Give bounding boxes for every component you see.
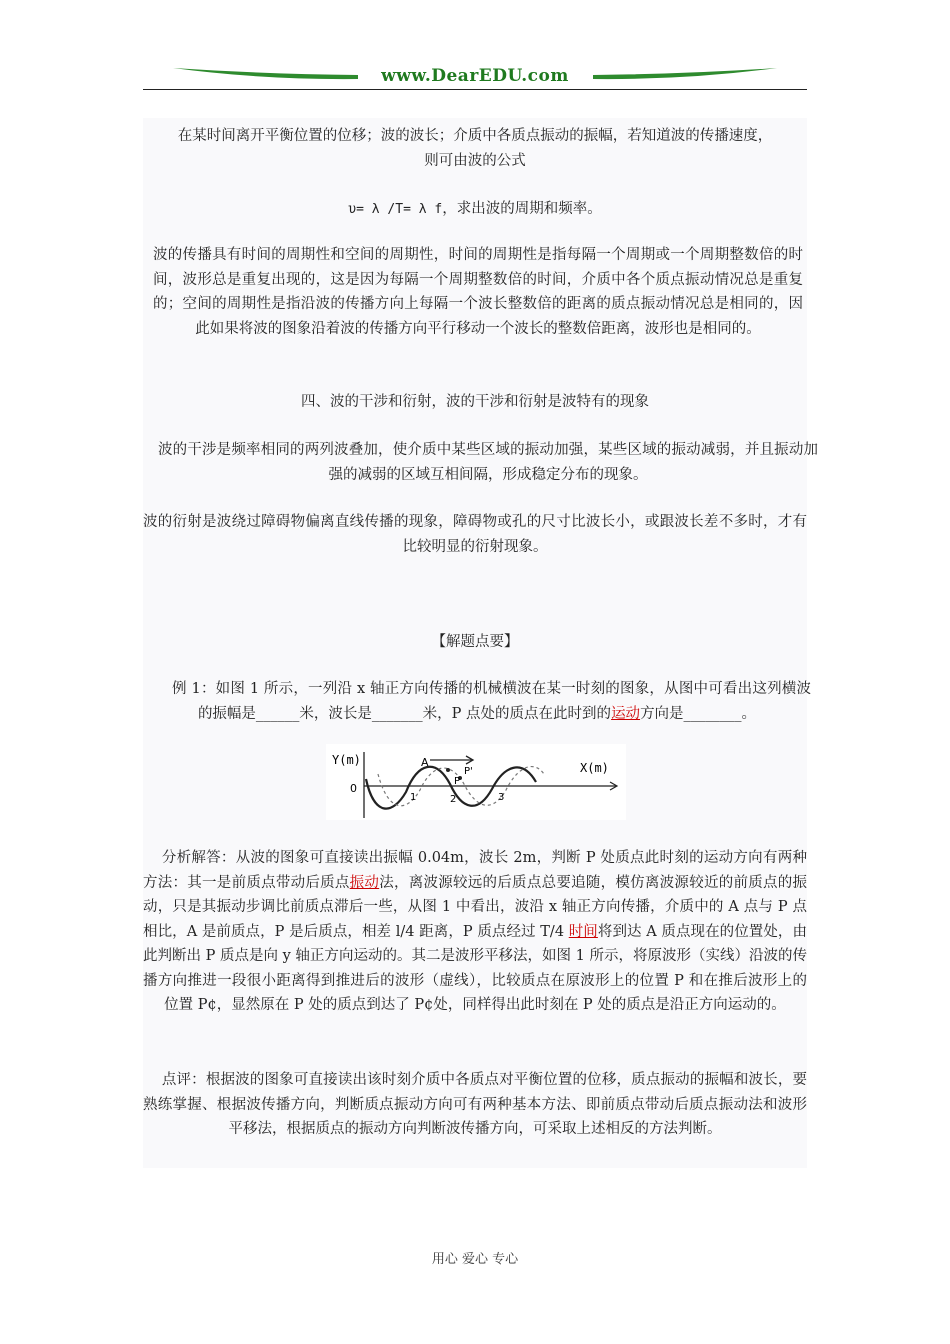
section-heading-interference: 四、波的干涉和衍射，波的干涉和衍射是波特有的现象: [301, 394, 649, 410]
figure-point-p-prime: P': [464, 766, 473, 777]
analysis-text-c: 将到达 A 质点现在的位置处，由此判断出 P 质点是向 y 轴正方向运动的。其二是波形平移法，如图 1 所示，将原波形（实线）沿波的传播方向推进一段很小距离得到推进后的波形（虚线），比较质点在原波形上的位置 P 和在推后波形上的位置 P¢，显然原在 P 处的质点到达了 P¢处，同样得出此时刻在 P 处的质点是沿正方向运动的。: [143, 923, 808, 1013]
figure-mark-2: 2: [450, 794, 457, 805]
figure-1-wave-graph: [326, 744, 626, 820]
figure-point-a: A: [421, 756, 429, 769]
example-1-question: [143, 677, 811, 726]
figure-mark-3: 3: [498, 792, 505, 803]
figure-mark-1: 1: [410, 792, 417, 803]
figure-x-label: X(m): [580, 761, 609, 775]
link-motion[interactable]: 运动: [611, 705, 641, 722]
page-header: [143, 62, 807, 92]
link-time[interactable]: 时间: [568, 923, 598, 940]
example-1-text-a: 例 1：如图 1 所示，一列沿 x 轴正方向传播的机械横波在某一时刻的图象，从图中可看出这列横波的振幅是______米，波长是_______米，P 点处的质点在此时到的: [172, 681, 811, 722]
paragraph-periodicity: 波的传播具有时间的周期性和空间的周期性，时间的周期性是指每隔一个周期或一个周期整数倍的时间，波形总是重复出现的，这是因为每隔一个周期整数倍的时间，介质中各个质点振动情况总是重复的；空间的周期性是指沿波的传播方向上每隔一个波长整数倍的距离的质点振动情况总是相同的，因此如果将波的图象沿着波的传播方向平行移动一个波长的整数倍距离，波形也是相同的。: [153, 247, 803, 337]
analysis-answer: [143, 846, 807, 1018]
formula-tail: ，求出波的周期和频率。: [442, 201, 602, 217]
comment-paragraph: 点评：根据波的图象可直接读出该时刻介质中各质点对平衡位置的位移，质点振动的振幅和波长，要熟练掌握、根据波传播方向，判断质点振动方向可有两种基本方法、即前质点带动后质点振动法和波形平移法，根据质点的振动方向判断波传播方向，可采取上述相反的方法判断。: [143, 1072, 807, 1137]
example-1-text-b: 方向是________。: [640, 705, 757, 722]
page-footer: 用心 爱心 专心: [431, 1252, 519, 1267]
analysis-text-b: 法，离波源较远的后质点总要追随，模仿离波源较近的前质点的振动，只是其振动步调比前质点滞后一些，从图 1 中看出，波沿 x 轴正方向传播，介质中的 A 点与 P 点相比，A 是前质点，P 是后质点，相差 l/4 距离，P 质点经过 T/4: [143, 874, 808, 940]
wave-formula: υ= λ /T= λ f: [348, 202, 443, 217]
figure-origin-label: 0: [350, 782, 357, 795]
figure-point-p: P: [454, 776, 461, 787]
figure-y-label: Y(m): [332, 753, 361, 767]
header-logo-text: www.DearEDU.com: [381, 66, 569, 86]
link-vibration[interactable]: 振动: [349, 874, 380, 891]
paragraph-diffraction: 波的衍射是波绕过障碍物偏离直线传播的现象，障碍物或孔的尺寸比波长小，或跟波长差不多时，才有比较明显的衍射现象。: [143, 514, 807, 555]
paragraph-interference: 波的干涉是频率相同的两列波叠加，使介质中某些区域的振动加强，某些区域的振动减弱，并且振动加强的减弱的区域互相间隔，形成稳定分布的现象。: [158, 442, 818, 483]
paragraph-intro-line1: 在某时间离开平衡位置的位移；波的波长；介质中各质点振动的振幅，若知道波的传播速度，: [177, 128, 773, 144]
section-title-key-points: 【解题点要】: [431, 634, 519, 650]
analysis-text-a: 分析解答：从波的图象可直接读出振幅 0.04m，波长 2m，判断 P 处质点此时刻的运动方向有两种方法：其一是前质点带动后质点: [143, 850, 807, 891]
paragraph-intro-line2: 则可由波的公式: [424, 153, 526, 169]
formula-line: [143, 197, 807, 223]
header-divider: [143, 89, 807, 90]
